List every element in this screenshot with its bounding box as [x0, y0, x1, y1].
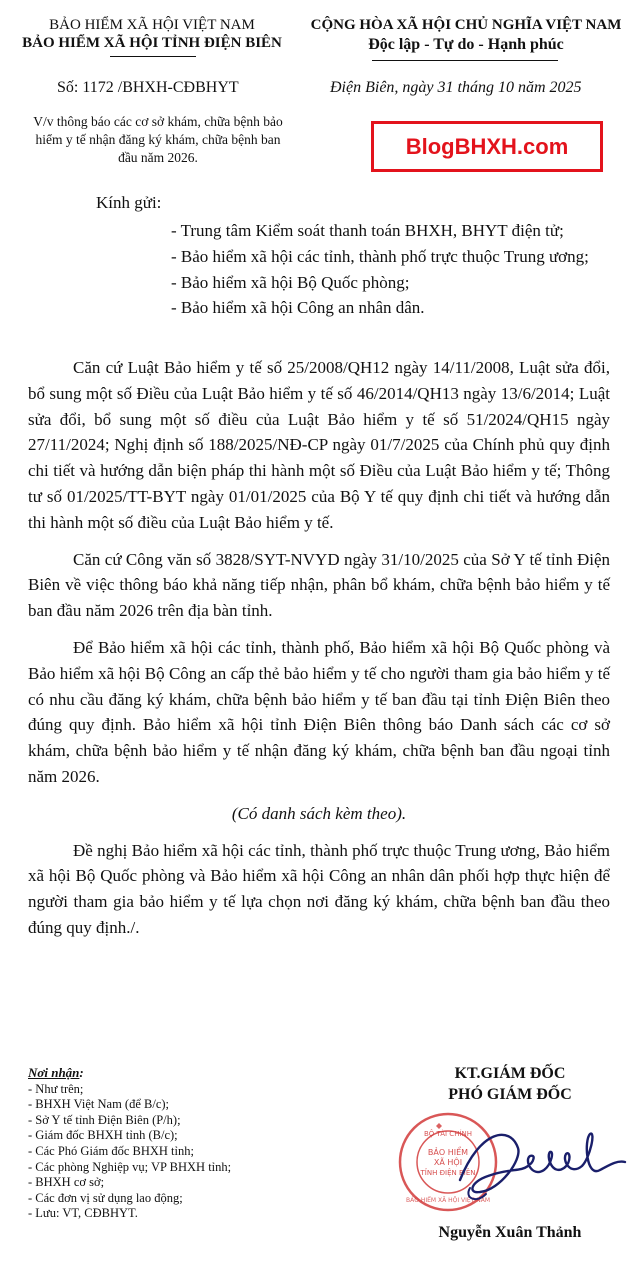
issuing-agency: [12, 16, 292, 53]
distribution-item: - Như trên;: [28, 1081, 84, 1096]
distribution-item: - Các phòng Nghiệp vụ; VP BHXH tỉnh;: [28, 1159, 232, 1174]
recipient-item: - Trung tâm Kiểm soát thanh toán BHXH, BHYT điện tử;: [171, 221, 564, 240]
svg-text:BẢO HIỂM: BẢO HIỂM: [427, 1148, 469, 1157]
distribution-item: - Sở Y tế tỉnh Điện Biên (P/h);: [28, 1112, 181, 1127]
svg-text:TỈNH ĐIỆN BIÊN: TỈNH ĐIỆN BIÊN: [420, 1169, 476, 1177]
agency-underline: [110, 56, 196, 57]
republic-title: CỘNG HÒA XÃ HỘI CHỦ NGHĨA VIỆT NAM: [310, 17, 622, 33]
salutation: Kính gửi:: [96, 193, 162, 212]
document-subject: V/v thông báo các cơ sở khám, chữa bệnh bảo hiểm y tế nhận đăng ký khám, chữa bệnh ban đầu năm 2026.: [33, 114, 283, 165]
body-paragraph: Căn cứ Công văn số 3828/SYT-NVYD ngày 31/10/2025 của Sở Y tế tỉnh Điện Biên về việc thông báo khả năng tiếp nhận, phân bổ khám, chữa bệnh bảo hiểm y tế ban đầu năm 2026 trên địa bàn tỉnh.: [28, 549, 610, 621]
recipient-item: - Bảo hiểm xã hội các tỉnh, thành phố trực thuộc Trung ương;: [171, 246, 589, 266]
signature-title: [420, 1063, 600, 1105]
document-number: Số: 1172 /BHXH-CĐBHYT: [57, 79, 239, 96]
recipient-item: - Bảo hiểm xã hội Bộ Quốc phòng;: [171, 272, 410, 292]
blogbhxh-badge: BlogBHXH.com: [371, 121, 603, 172]
body-paragraph: Căn cứ Luật Bảo hiểm y tế số 25/2008/QH12 ngày 14/11/2008, Luật sửa đổi, bổ sung một số Điều của Luật Bảo hiểm y tế số 46/2014/QH13 ngày 13/6/2014; Luật sửa đổi, bổ sung một số điều của Luật Bảo hiểm y tế số 51/2024/QH15 ngày 27/11/2024; Nghị định số 188/2025/NĐ-CP ngày 01/7/2025 của Chính phủ quy định chi tiết và hướng dẫn biện pháp thi hành một số Điều của Luật Bảo hiểm y tế; Thông tư số 01/2025/TT-BYT ngày 01/01/2025 của Bộ Y tế quy định chi tiết và hướng dẫn thi hành một số điều của Luật Bảo hiểm y tế.: [28, 358, 610, 532]
body-paragraph: Đề nghị Bảo hiểm xã hội các tỉnh, thành phố trực thuộc Trung ương, Bảo hiểm xã hội Bộ Quốc phòng và Bảo hiểm xã hội Công an nhân dân phối hợp thực hiện để người tham gia bảo hiểm y tế lựa chọn nơi đăng ký khám, chữa bệnh ban đầu theo đúng quy định./.: [28, 840, 610, 937]
distribution-title: Nơi nhận: [28, 1065, 80, 1080]
signature-position-1: KT.GIÁM ĐỐC: [454, 1065, 566, 1082]
distribution-list: Nơi nhận: - Như trên; - BHXH Việt Nam (để B/c); - Sở Y tế tỉnh Điện Biên (P/h); - Giám đốc BHXH tỉnh (B/c); - Các Phó Giám đốc BHXH tỉnh; - Các phòng Nghiệp vụ; VP BHXH tỉnh; - BHXH cơ sở; - Các đơn vị sử dụng lao động; - Lưu: VT, CĐBHYT.: [28, 1065, 232, 1221]
distribution-item: - BHXH Việt Nam (để B/c);: [28, 1097, 170, 1112]
document-body: [28, 355, 610, 952]
svg-text:BẢO HIỂM XÃ HỘI VIỆT NAM: BẢO HIỂM XÃ HỘI VIỆT NAM: [405, 1197, 491, 1204]
distribution-item: - Giám đốc BHXH tỉnh (B/c);: [28, 1128, 178, 1143]
recipient-item: - Bảo hiểm xã hội Công an nhân dân.: [171, 298, 425, 318]
agency-parent: BẢO HIỂM XÃ HỘI VIỆT NAM: [49, 17, 255, 33]
agency-name: BẢO HIỂM XÃ HỘI TỈNH ĐIỆN BIÊN: [22, 35, 282, 51]
distribution-item: - Lưu: VT, CĐBHYT.: [28, 1206, 138, 1221]
distribution-item: - BHXH cơ sở;: [28, 1175, 105, 1190]
body-paragraph: Để Bảo hiểm xã hội các tỉnh, thành phố, Bảo hiểm xã hội Bộ Quốc phòng và Bảo hiểm xã hội Bộ Công an cấp thẻ bảo hiểm y tế cho người tham gia bảo hiểm y tế có nhu cầu đăng ký khám, chữa bệnh bảo hiểm y tế ban đầu tại tỉnh Điện Biên theo đúng quy định. Bảo hiểm xã hội tỉnh Điện Biên thông báo Danh sách các cơ sở khám, chữa bệnh bảo hiểm y tế nhận đăng ký khám, chữa bệnh ban đầu ngoại tỉnh năm 2026.: [28, 637, 610, 786]
distribution-item: - Các Phó Giám đốc BHXH tỉnh;: [28, 1143, 194, 1158]
attachment-note: (Có danh sách kèm theo).: [231, 803, 407, 823]
distribution-item: - Các đơn vị sử dụng lao động;: [28, 1190, 183, 1205]
national-header: [298, 16, 634, 55]
svg-text:BỘ TÀI CHÍNH: BỘ TÀI CHÍNH: [423, 1130, 473, 1138]
svg-text:XÃ HỘI: XÃ HỘI: [433, 1158, 463, 1167]
national-motto: Độc lập - Tự do - Hạnh phúc: [368, 36, 564, 53]
signature-position-2: PHÓ GIÁM ĐỐC: [448, 1086, 572, 1103]
issue-date: Điện Biên, ngày 31 tháng 10 năm 2025: [330, 79, 582, 96]
handwritten-signature: [440, 1120, 634, 1210]
signer-name: Nguyễn Xuân Thảnh: [438, 1224, 582, 1241]
motto-underline: [372, 60, 558, 61]
recipient-list: [171, 218, 589, 321]
